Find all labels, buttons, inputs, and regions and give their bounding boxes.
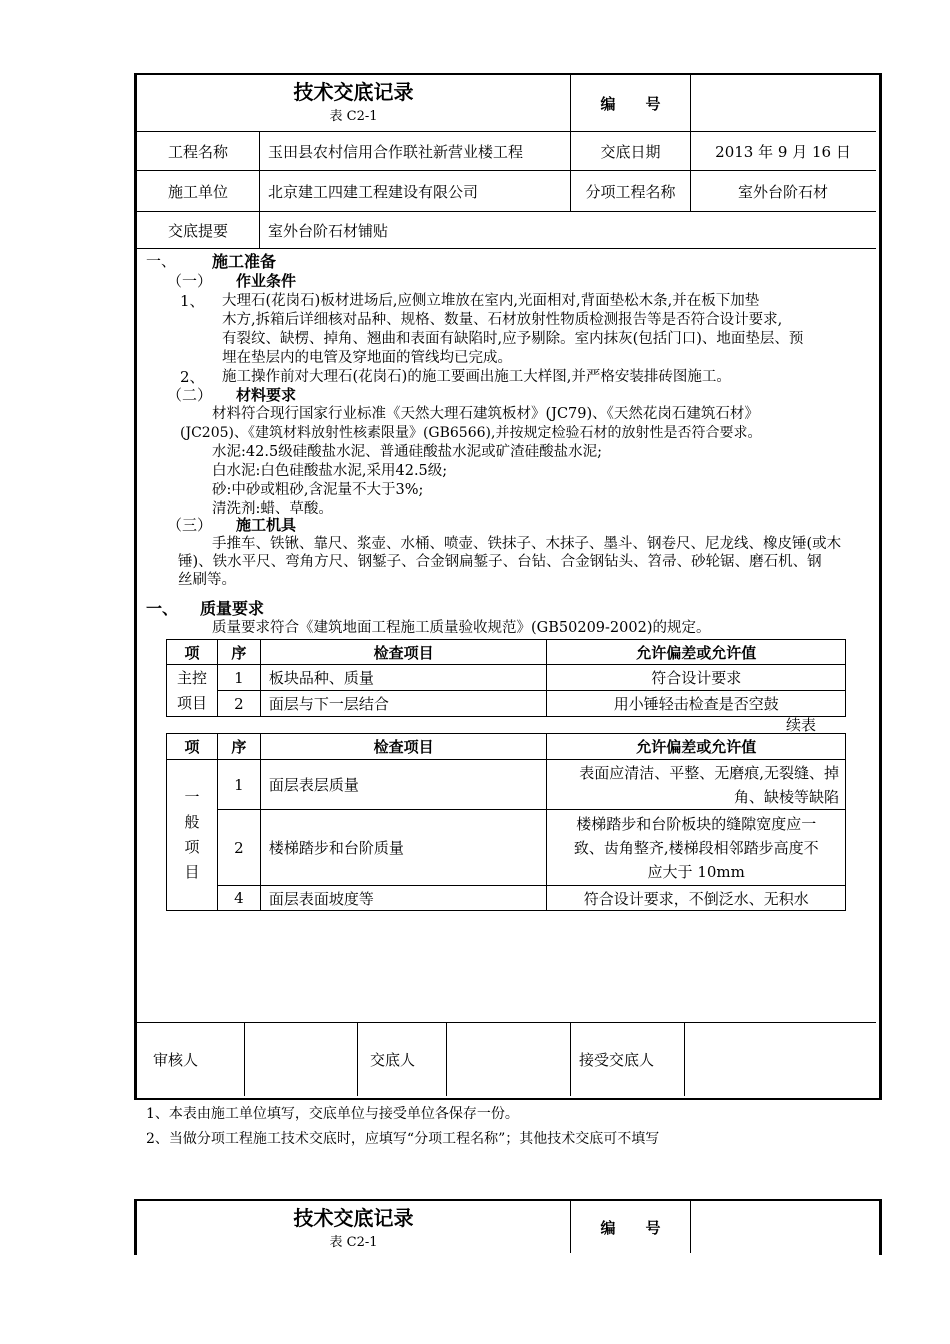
check-item: 面层表面坡度等 (260, 886, 547, 911)
group-label: 项 (184, 838, 200, 856)
page-2-form-number: 表 C2-1 (329, 1234, 378, 1250)
discloser-label: 交底人 (370, 1051, 416, 1069)
group-label: 目 (184, 863, 200, 881)
table-header: 允许偏差或允许值 (547, 640, 846, 665)
section-2-title: 质量要求 (200, 599, 265, 618)
form-title: 技术交底记录 (293, 79, 414, 104)
table-header: 检查项目 (260, 734, 547, 760)
disclosure-date: 2013 年 9 月 16 日 (715, 142, 851, 161)
value-line: 楼梯踏步和台阶板块的缝隙宽度应一 (576, 814, 817, 833)
group-label: 主控 (176, 668, 207, 687)
allowed-value (547, 810, 846, 886)
material-line: (JC205)、《建筑材料放射性核素限量》(GB6566),并按规定检验石材的放射性是否符合要求。 (180, 425, 762, 441)
material-line: 清洗剂:蜡、草酸。 (212, 501, 333, 517)
sub-1-title: 作业条件 (236, 272, 297, 290)
item-2-text: 施工操作前对大理石(花岗石)的施工要画出施工大样图,并严格安装排砖图施工。 (222, 369, 731, 385)
group-label: 一 (184, 788, 200, 806)
item-1-number: 1、 (180, 292, 205, 310)
number-value[interactable] (691, 75, 875, 131)
table-header: 允许偏差或允许值 (547, 734, 846, 760)
sub-2-title: 材料要求 (236, 386, 297, 404)
row-number: 2 (217, 691, 260, 717)
table-header: 项 (167, 734, 218, 760)
reviewer-label: 审核人 (153, 1051, 199, 1069)
allowed-value (547, 760, 846, 810)
receiver-label: 接受交底人 (579, 1051, 655, 1069)
value-line: 表面应清洁、平整、无磨痕,无裂缝、掉 (579, 763, 839, 782)
construction-unit: 北京建工四建工程建设有限公司 (268, 182, 479, 201)
row-number: 1 (217, 760, 260, 810)
quality-intro: 质量要求符合《建筑地面工程施工质量验收规范》(GB50209-2002)的规定。 (212, 620, 711, 636)
value-line: 应大于 10mm (647, 862, 745, 881)
material-line: 水泥:42.5级硅酸盐水泥、普通硅酸盐水泥或矿渣硅酸盐水泥; (212, 444, 603, 460)
section-1-title: 施工准备 (212, 252, 277, 271)
allowed-value: 符合设计要求 (547, 665, 846, 691)
project-name-label: 工程名称 (167, 142, 228, 161)
sub-project-name: 室外台阶石材 (737, 182, 828, 201)
item-1-line: 大理石(花岗石)板材进场后,应侧立堆放在室内,光面相对,背面垫松木条,并在板下加垫 (222, 293, 760, 309)
material-line: 砂:中砂或粗砂,含泥量不大于3%; (212, 482, 424, 498)
table-header: 项 (167, 640, 218, 665)
sub-3-number: （三） (167, 516, 213, 534)
general-items-table (166, 733, 846, 911)
value-line: 角、缺棱等缺陷 (733, 787, 839, 806)
check-item: 面层表层质量 (260, 760, 547, 810)
item-1-line: 埋在垫层内的电管及穿地面的管线均已完成。 (222, 350, 512, 366)
allowed-value (547, 886, 846, 911)
group-label: 项目 (176, 693, 207, 712)
summary-label: 交底提要 (167, 221, 228, 240)
section-1-number: 一、 (146, 252, 177, 270)
discloser-signature[interactable] (447, 1023, 569, 1096)
check-item: 面层与下一层结合 (260, 691, 547, 717)
note-line: 2、当做分项工程施工技术交底时，应填写“分项工程名称”；其他技术交底可不填写 (146, 1131, 660, 1147)
note-line: 1、本表由施工单位填写，交底单位与接受单位各保存一份。 (146, 1106, 519, 1122)
item-1-line: 有裂纹、缺楞、掉角、翘曲和表面有缺陷时,应予剔除。室内抹灰(包括门口)、地面垫层、预 (222, 331, 804, 347)
tool-line: 锤)、铁水平尺、弯角方尺、钢錾子、合金钢扁錾子、台钻、合金钢钻头、笤帚、砂轮锯、磨石机、钢 (178, 554, 822, 570)
reviewer-signature[interactable] (245, 1023, 356, 1096)
row-number: 1 (217, 665, 260, 691)
material-line: 白水泥:白色硅酸盐水泥,采用42.5级; (212, 463, 448, 479)
number-label: 编 号 (600, 94, 661, 113)
item-2-number: 2、 (180, 368, 205, 386)
check-item: 板块品种、质量 (260, 665, 547, 691)
page-2-title: 技术交底记录 (293, 1205, 414, 1230)
allowed-value: 用小锤轻击检查是否空鼓 (547, 691, 846, 717)
sub-3-title: 施工机具 (236, 516, 297, 534)
material-line: 材料符合现行国家行业标准《天然大理石建筑板材》(JC79)、《天然花岗石建筑石材》 (212, 406, 759, 422)
main-control-table (166, 639, 846, 717)
tool-line: 丝刷等。 (178, 572, 236, 588)
table-header: 序 (217, 640, 260, 665)
table-header: 序 (217, 734, 260, 760)
section-2-number: 一、 (146, 599, 179, 618)
continued-label: 续表 (786, 716, 817, 734)
table-header: 检查项目 (260, 640, 547, 665)
date-label: 交底日期 (600, 142, 661, 161)
sub-project-label: 分项工程名称 (585, 182, 676, 201)
value-line: 符合设计要求，不倒泛水、无积水 (583, 889, 809, 908)
group-cell (167, 760, 218, 911)
receiver-signature[interactable] (685, 1023, 875, 1096)
group-label: 般 (184, 813, 200, 831)
page-2-number-label: 编 号 (600, 1218, 661, 1237)
summary-text: 室外台阶石材铺贴 (268, 221, 389, 240)
sub-1-number: （一） (167, 272, 213, 290)
row-number: 2 (217, 810, 260, 886)
sub-2-number: （二） (167, 386, 213, 404)
project-name: 玉田县农村信用合作联社新营业楼工程 (268, 142, 524, 161)
group-cell (167, 665, 218, 717)
check-item: 楼梯踏步和台阶质量 (260, 810, 547, 886)
form-number: 表 C2-1 (329, 108, 378, 124)
value-line: 致、齿角整齐,楼梯段相邻踏步高度不 (573, 838, 819, 857)
item-1-line: 木方,拆箱后详细核对品种、规格、数量、石材放射性物质检测报告等是否符合设计要求, (222, 312, 783, 328)
row-number: 4 (217, 886, 260, 911)
unit-label: 施工单位 (167, 182, 228, 201)
tool-line: 手推车、铁锹、靠尺、浆壶、水桶、喷壶、铁抹子、木抹子、墨斗、钢卷尺、尼龙线、橡皮锤(或木 (212, 536, 842, 552)
